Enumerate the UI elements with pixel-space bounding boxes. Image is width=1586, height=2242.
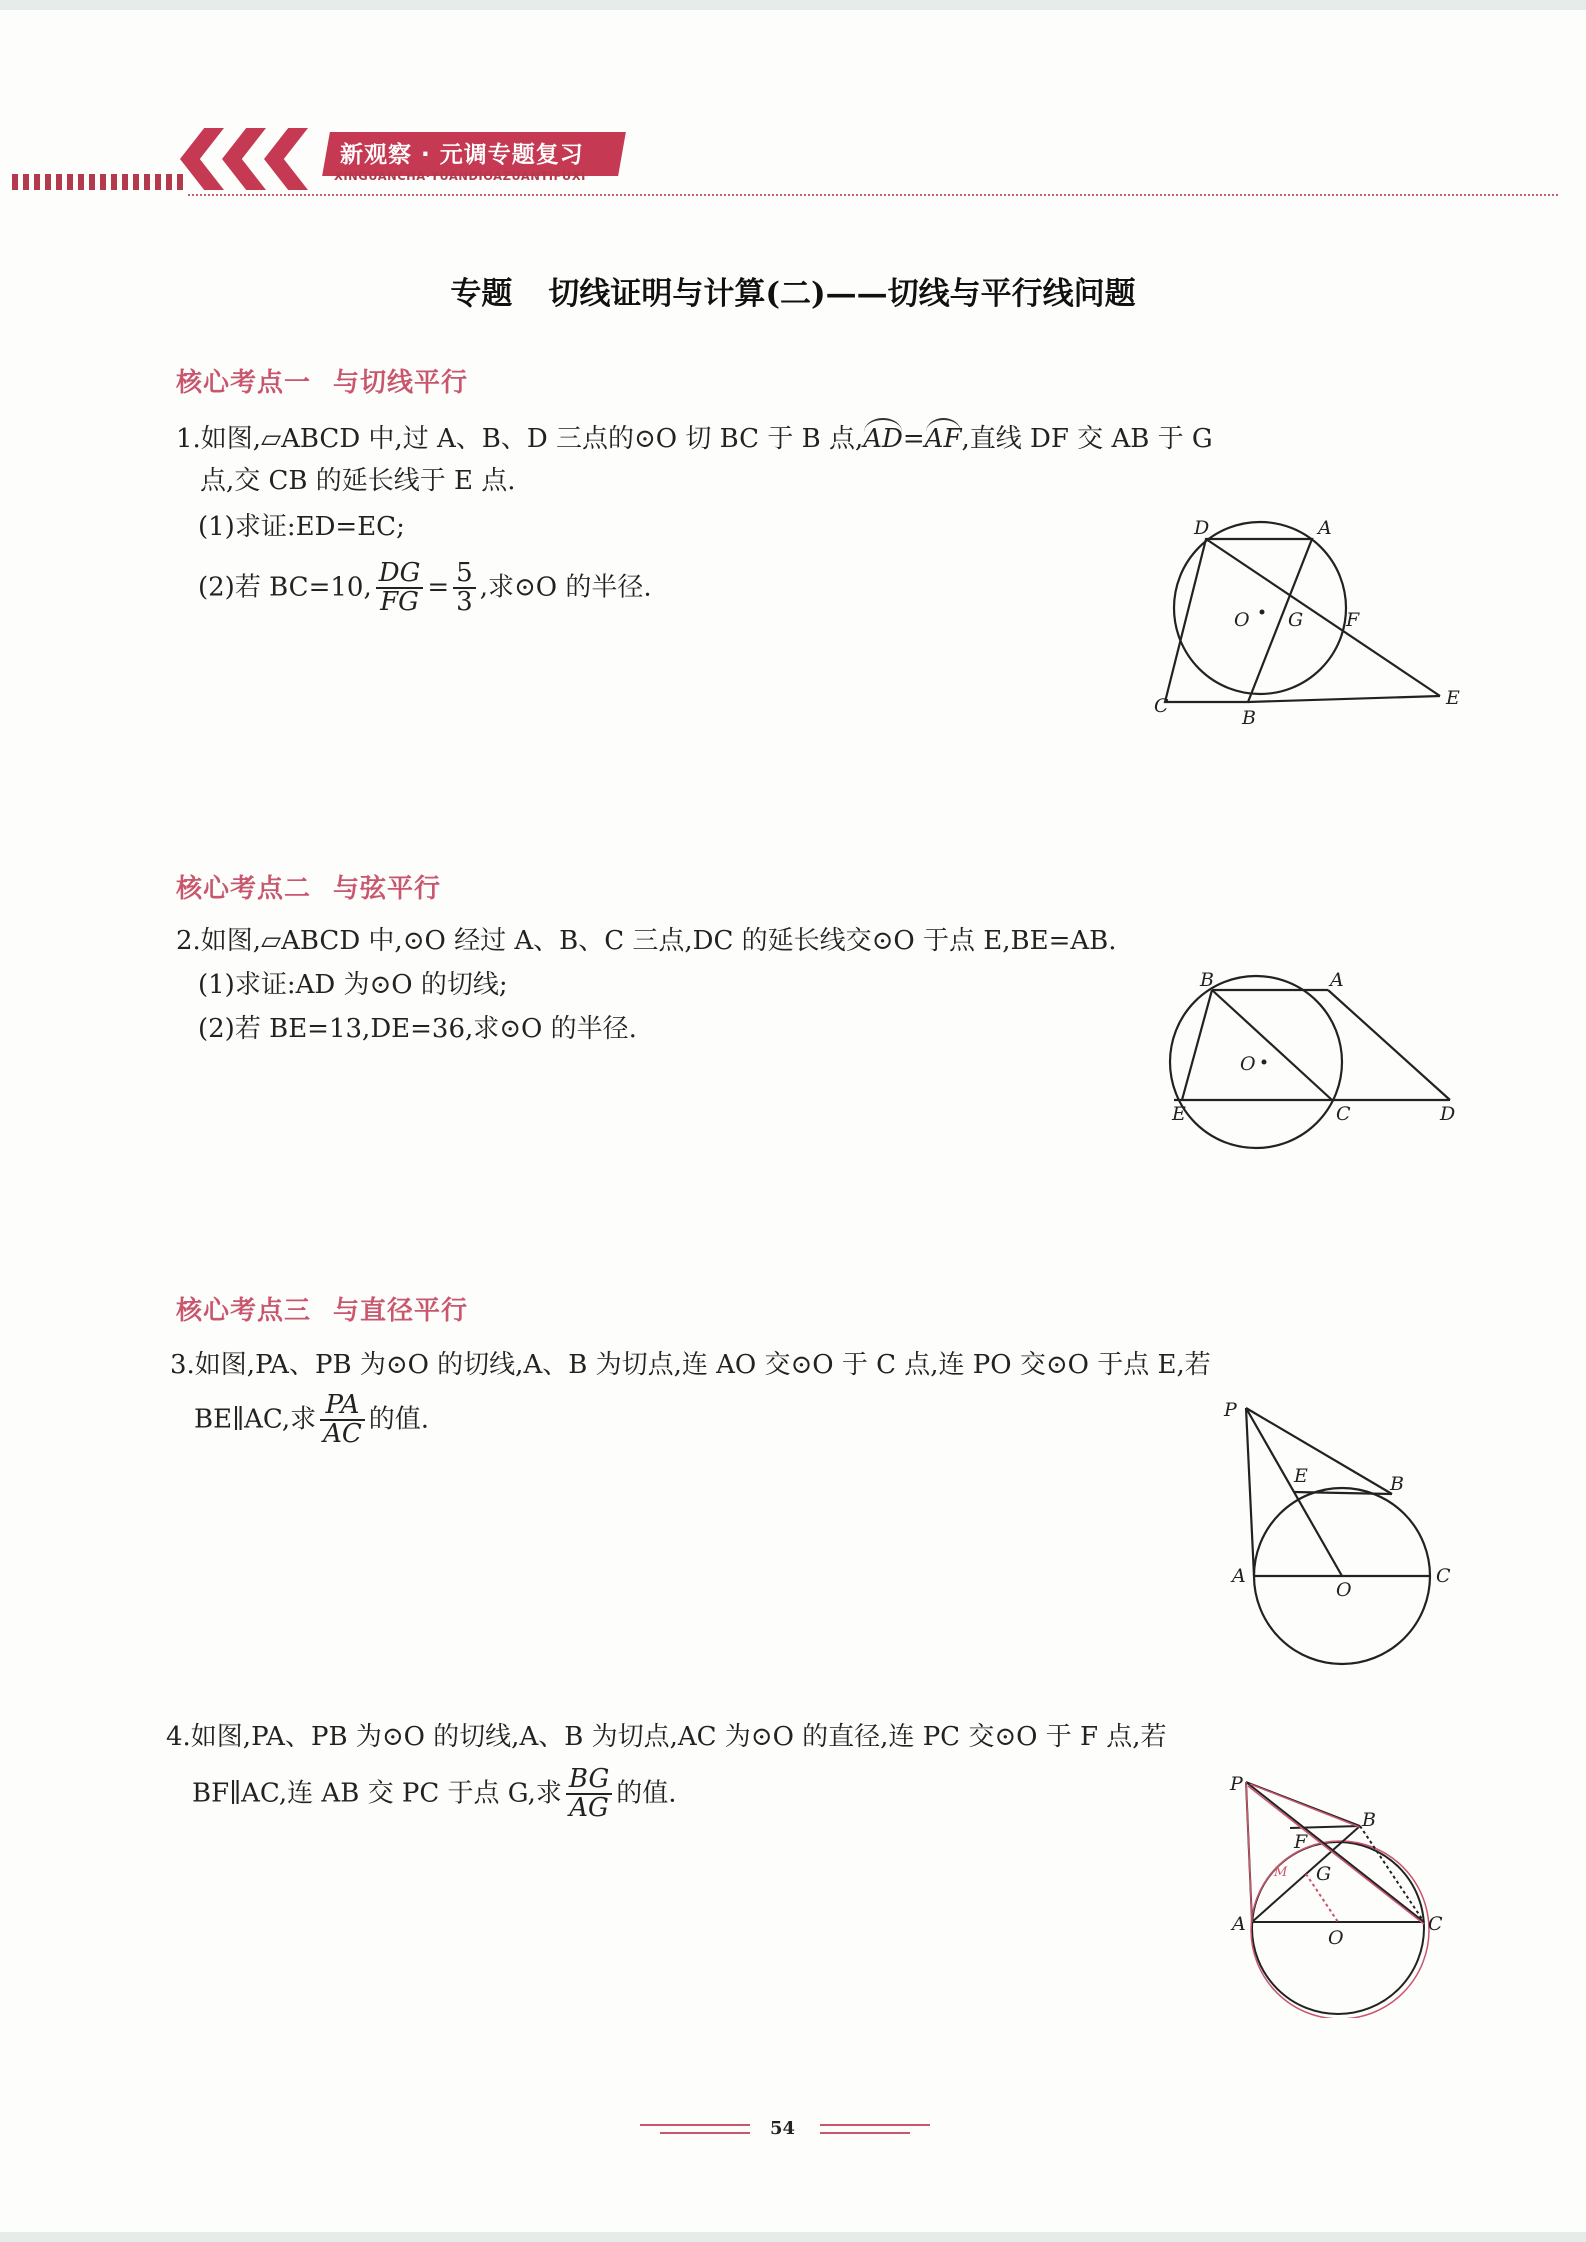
- fig1-label-a: A: [1318, 517, 1332, 539]
- fraction-denominator: FG: [380, 587, 419, 618]
- chevron-icon: [264, 128, 308, 190]
- fig2-label-d: D: [1440, 1103, 1456, 1125]
- q1-line1: [176, 424, 1213, 455]
- q1-equals: =: [902, 424, 925, 454]
- fig4-line-bc-dotted: [1360, 1826, 1424, 1922]
- fig1-label-c: C: [1154, 695, 1169, 717]
- fig2-label-o: O: [1240, 1053, 1256, 1075]
- fig3-label-p: P: [1224, 1399, 1237, 1421]
- fig3-label-b: B: [1390, 1473, 1404, 1495]
- fig4-label-b: B: [1362, 1809, 1376, 1831]
- fig4-label-f: F: [1294, 1831, 1308, 1853]
- fig4-label-c: C: [1428, 1913, 1443, 1935]
- top-edge: [0, 0, 1586, 10]
- fig2-label-c: C: [1336, 1103, 1351, 1125]
- figure-4: [1210, 1768, 1470, 2018]
- fraction-numerator: BG: [566, 1766, 612, 1795]
- fig3-label-a: A: [1232, 1565, 1246, 1587]
- fig3-label-e: E: [1294, 1465, 1308, 1487]
- figure-1: [1140, 510, 1480, 730]
- q2-line1: 2.如图,▱ABCD 中,⊙O 经过 A、B、C 三点,DC 的延长线交⊙O 于点 E,BE=AB.: [176, 926, 1117, 956]
- fig2-line-bc: [1212, 990, 1332, 1100]
- header-stripes: [12, 174, 188, 190]
- fig3-label-o: O: [1336, 1579, 1352, 1601]
- fig2-line-ad: [1328, 990, 1450, 1100]
- q1-part2-tail: ,求⊙O 的半径.: [479, 572, 652, 603]
- figure-3: [1210, 1390, 1470, 1680]
- fig4-line-pc: [1246, 1782, 1424, 1922]
- fraction-numerator: PA: [320, 1392, 365, 1421]
- q3-fraction: [320, 1392, 365, 1449]
- section-label: 核心考点三: [176, 1296, 312, 1326]
- q1-text-b: ,直线 DF 交 AB 于 G: [961, 424, 1213, 454]
- fig1-center-dot: [1260, 610, 1265, 615]
- q1-part2: [198, 560, 652, 617]
- section-heading-2: [176, 868, 441, 905]
- q2-part2: (2)若 BE=13,DE=36,求⊙O 的半径.: [198, 1014, 637, 1044]
- q4-line1: 4.如图,PA、PB 为⊙O 的切线,A、B 为切点,AC 为⊙O 的直径,连 PC 交⊙O 于 F 点,若: [166, 1722, 1167, 1752]
- fig2-label-b: B: [1200, 970, 1214, 991]
- q1-arc-ad: AD: [863, 424, 903, 454]
- fraction-denominator: 3: [456, 587, 473, 618]
- fig1-circle: [1174, 522, 1346, 694]
- fig4-label-o: O: [1328, 1927, 1344, 1949]
- section-label: 核心考点一: [176, 368, 312, 398]
- section-heading-3: [176, 1290, 468, 1327]
- fig2-label-a: A: [1330, 970, 1344, 991]
- q1-part2-text: (2)若 BC=10,: [198, 572, 372, 603]
- fig4-line-pa-highlight: [1246, 1782, 1252, 1922]
- fig4-label-a: A: [1232, 1913, 1246, 1935]
- q4-text-b: 的值.: [616, 1778, 677, 1809]
- q2-part1: (1)求证:AD 为⊙O 的切线;: [198, 970, 508, 1000]
- fraction-numerator: 5: [453, 560, 476, 589]
- title-prefix: 专题: [450, 276, 513, 312]
- q3-text-b: 的值.: [368, 1404, 430, 1435]
- q1-text-a: 1.如图,▱ABCD 中,过 A、B、D 三点的⊙O 切 BC 于 B 点,: [176, 424, 864, 454]
- fig3-label-c: C: [1436, 1565, 1451, 1587]
- fig1-label-g: G: [1288, 609, 1304, 631]
- q1-equals-2: =: [427, 572, 450, 603]
- fig3-line-pa: [1246, 1408, 1254, 1576]
- q1-value-fraction: [453, 560, 476, 617]
- section-heading-1: [176, 362, 468, 399]
- fig1-label-e: E: [1446, 687, 1460, 709]
- fraction-denominator: AG: [569, 1793, 609, 1824]
- page-number-footer: [640, 2110, 940, 2150]
- fig1-label-o: O: [1234, 609, 1250, 631]
- q3-line1: 3.如图,PA、PB 为⊙O 的切线,A、B 为切点,连 AO 交⊙O 于 C 点,连 PO 交⊙O 于点 E,若: [170, 1350, 1211, 1380]
- q1-line2: 点,交 CB 的延长线于 E 点.: [200, 466, 516, 496]
- fig4-label-g: G: [1316, 1863, 1332, 1885]
- header-divider: [188, 194, 1558, 196]
- fig1-label-d: D: [1194, 517, 1210, 539]
- fig2-label-e: E: [1172, 1103, 1186, 1125]
- q4-line2: [192, 1766, 677, 1823]
- fig2-circle: [1170, 976, 1342, 1148]
- fig2-center-dot: [1262, 1060, 1267, 1065]
- q1-part1: (1)求证:ED=EC;: [198, 512, 405, 542]
- footer-line-right: [820, 2124, 930, 2126]
- page-header: [0, 118, 1586, 208]
- fraction-numerator: DG: [376, 560, 424, 589]
- fraction-denominator: AC: [323, 1419, 362, 1450]
- fig1-label-b: B: [1242, 707, 1256, 729]
- fig4-label-m: M: [1274, 1865, 1288, 1880]
- fig3-line-pb: [1246, 1408, 1392, 1494]
- q4-fraction: [566, 1766, 612, 1823]
- footer-line-left: [640, 2124, 750, 2126]
- section-label: 核心考点二: [176, 874, 312, 904]
- page-number: 54: [770, 2118, 796, 2139]
- section-topic: 与切线平行: [333, 368, 469, 398]
- q4-text-a: BF∥AC,连 AB 交 PC 于点 G,求: [192, 1778, 562, 1809]
- section-topic: 与弦平行: [333, 874, 442, 904]
- header-title: 新观察 · 元调专题复习: [340, 142, 584, 168]
- header-subtitle: XINGUANCHA·YUANDIOAZUANTIFUXI: [334, 169, 586, 183]
- q3-text-a: BE∥AC,求: [194, 1404, 317, 1435]
- figure-2: [1160, 970, 1480, 1160]
- fig1-line-be: [1248, 696, 1440, 702]
- fig4-label-p: P: [1230, 1773, 1243, 1795]
- title-main: 切线证明与计算(二)——切线与平行线问题: [548, 276, 1136, 312]
- q3-line2: [194, 1392, 429, 1449]
- chevron-icon: [222, 128, 266, 190]
- fig1-label-f: F: [1346, 609, 1360, 631]
- footer-line-left-2: [660, 2132, 750, 2134]
- bottom-edge: [0, 2232, 1586, 2242]
- fig2-line-be: [1182, 990, 1212, 1100]
- q1-arc-af: AF: [924, 424, 962, 454]
- section-topic: 与直径平行: [333, 1296, 469, 1326]
- page-title: [0, 268, 1586, 313]
- q1-fraction: [376, 560, 424, 617]
- footer-line-right-2: [820, 2132, 910, 2134]
- fig4-line-pb-highlight: [1250, 1784, 1362, 1828]
